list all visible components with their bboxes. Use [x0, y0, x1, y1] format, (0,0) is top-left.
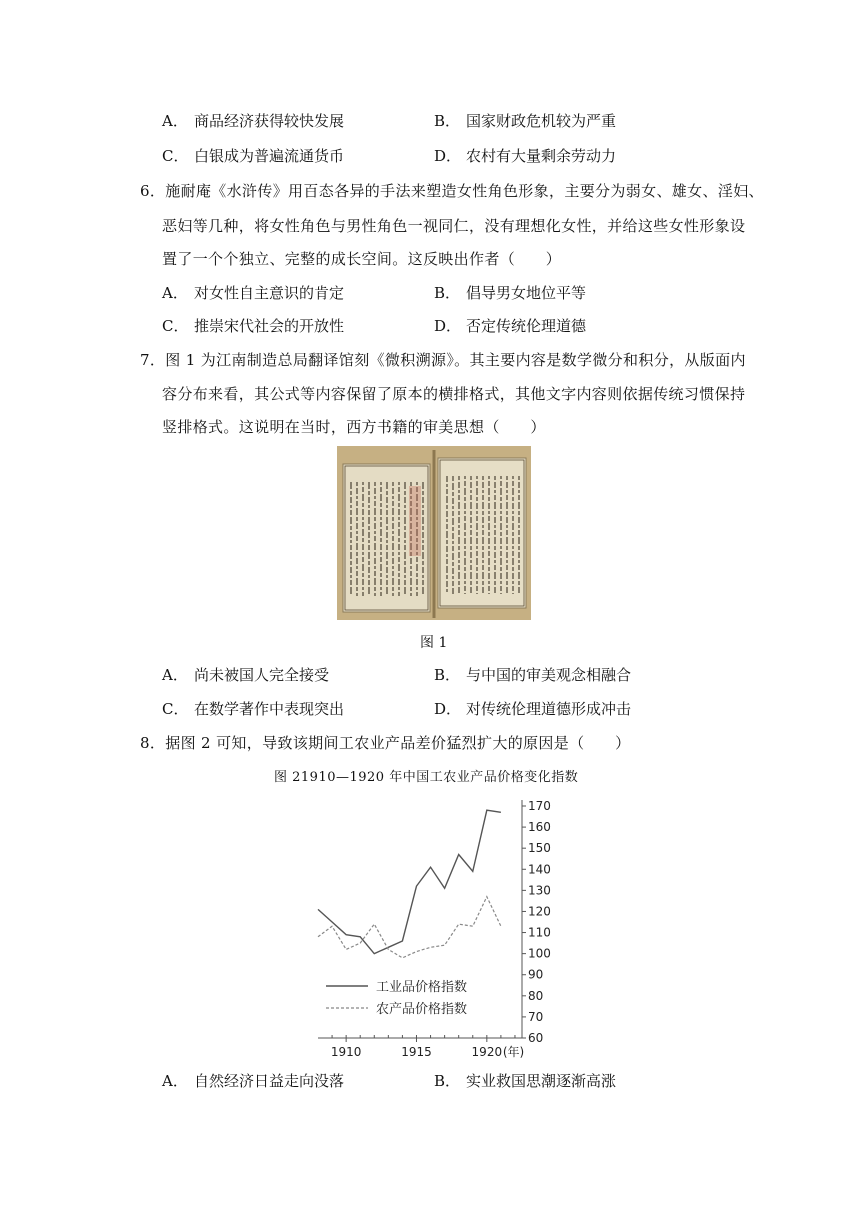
y-tick-label: 100 — [528, 946, 551, 961]
option-text: 否定传统伦理道德 — [466, 317, 587, 335]
q8-option-a — [162, 1070, 344, 1091]
y-tick-label: 60 — [528, 1031, 544, 1045]
q5-option-a — [162, 110, 344, 131]
q8-option-b — [434, 1070, 616, 1091]
option-letter: B． — [434, 112, 461, 130]
option-text: 农村有大量剩余劳动力 — [466, 147, 617, 165]
option-text: 尚未被国人完全接受 — [194, 666, 330, 684]
option-letter: D． — [434, 317, 462, 335]
q6-option-c — [162, 315, 344, 336]
option-letter: A． — [162, 1072, 188, 1090]
y-tick-label: 70 — [528, 1009, 544, 1024]
q6-option-a — [162, 282, 344, 303]
option-letter: C． — [162, 147, 189, 165]
option-text: 在数学著作中表现突出 — [194, 700, 345, 718]
option-letter: D． — [434, 700, 462, 718]
figure-1-caption: 图 1 — [420, 635, 448, 651]
option-letter: A． — [162, 284, 188, 302]
x-tick-label: 1915 — [401, 1045, 432, 1059]
option-text: 推崇宋代社会的开放性 — [194, 317, 345, 335]
x-tick-label: 1910 — [330, 1045, 362, 1059]
option-text: 与中国的审美观念相融合 — [466, 666, 632, 684]
option-text: 白银成为普遍流通货币 — [194, 147, 345, 165]
option-letter: B． — [434, 284, 461, 302]
q5-option-c — [162, 145, 344, 166]
option-text: 对传统伦理道德形成冲击 — [466, 700, 632, 718]
q7-stem-line-3: 竖排格式。这说明在当时，西方书籍的审美思想（ ） — [162, 418, 546, 436]
y-tick-label: 140 — [528, 862, 551, 877]
option-text: 商品经济获得较快发展 — [194, 112, 345, 130]
book-photo-figure — [337, 446, 531, 620]
q5-option-b — [434, 110, 616, 131]
q7-stem-line-1: 7．图 1 为江南制造总局翻译馆刻《微积溯源》。其主要内容是数学微分和积分，从版面内 — [140, 351, 746, 369]
option-text: 自然经济日益走向没落 — [194, 1072, 345, 1090]
option-letter: D． — [434, 147, 462, 165]
option-text: 对女性自主意识的肯定 — [194, 284, 345, 302]
q5-option-d — [434, 145, 616, 166]
series-line-2 — [318, 897, 501, 958]
y-tick-label: 90 — [528, 967, 544, 982]
option-letter: B． — [434, 1072, 461, 1090]
q6-stem-line-1: 6．施耐庵《水浒传》用百态各异的手法来塑造女性角色形象，主要分为弱女、雄女、淫妇、 — [140, 182, 764, 200]
series-line-1 — [318, 810, 501, 953]
y-tick-label: 120 — [528, 904, 551, 919]
q7-option-a — [162, 664, 329, 685]
option-letter: A． — [162, 112, 188, 130]
q6-stem-line-3: 置了一个个独立、完整的成长空间。这反映出作者（ ） — [162, 250, 562, 268]
y-tick-label: 110 — [528, 925, 551, 940]
option-letter: C． — [162, 317, 189, 335]
option-text: 实业救国思潮逐渐高涨 — [466, 1072, 617, 1090]
q7-option-c — [162, 698, 344, 719]
price-index-chart — [300, 790, 600, 1060]
y-tick-label: 150 — [528, 841, 551, 856]
q8-stem: 8．据图 2 可知，导致该期间工农业产品差价猛烈扩大的原因是（ ） — [140, 734, 631, 752]
option-text: 国家财政危机较为严重 — [466, 112, 617, 130]
q6-option-d — [434, 315, 586, 336]
x-tick-label: 1920 — [471, 1045, 503, 1059]
legend-label-2: 农产品价格指数 — [376, 1002, 468, 1017]
option-letter: C． — [162, 700, 189, 718]
chart-title: 图 21910—1920 年中国工农业产品价格变化指数 — [274, 770, 579, 785]
y-tick-label: 160 — [528, 820, 551, 835]
q6-option-b — [434, 282, 586, 303]
y-tick-label: 80 — [528, 988, 544, 1003]
option-letter: B． — [434, 666, 461, 684]
option-text: 倡导男女地位平等 — [466, 284, 587, 302]
option-letter: A． — [162, 666, 188, 684]
y-tick-label: 170 — [528, 799, 551, 813]
legend-label-1: 工业品价格指数 — [376, 980, 468, 995]
x-axis-label: (年) — [502, 1045, 525, 1059]
q7-option-d — [434, 698, 631, 719]
q7-stem-line-2: 容分布来看，其公式等内容保留了原本的横排格式，其他文字内容则依据传统习惯保持 — [162, 385, 746, 403]
y-tick-label: 130 — [528, 883, 551, 898]
q6-stem-line-2: 恶妇等几种，将女性角色与男性角色一视同仁，没有理想化女性，并给这些女性形象设 — [162, 217, 746, 235]
q7-option-b — [434, 664, 631, 685]
book-spread-image — [337, 446, 531, 620]
